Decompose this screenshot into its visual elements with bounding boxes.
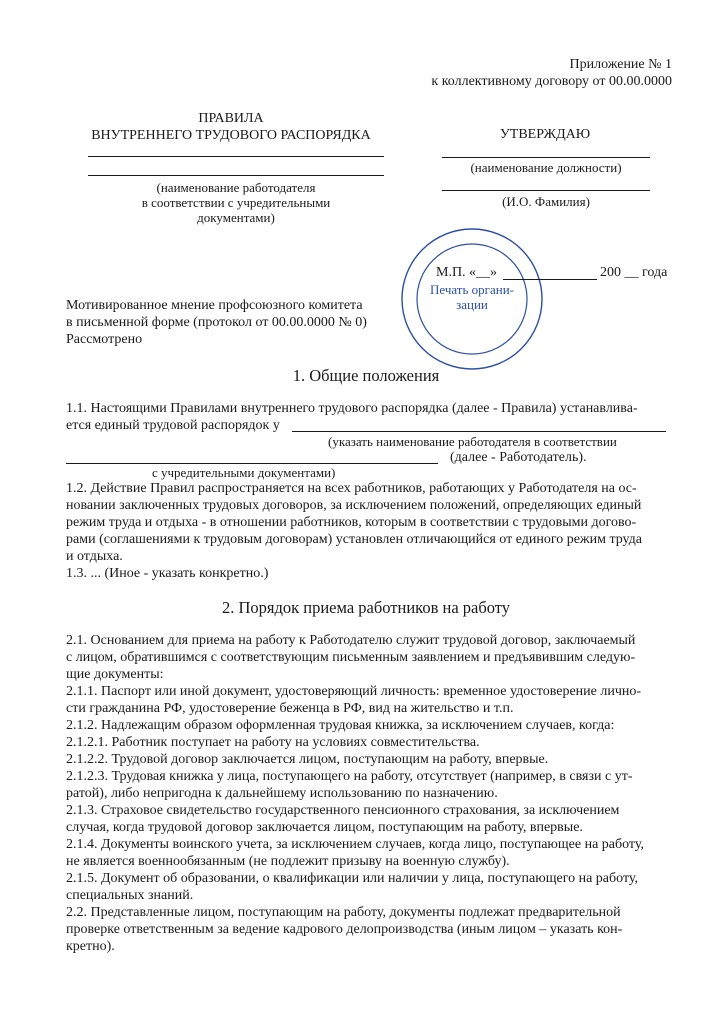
appendix-number: Приложение № 1	[569, 57, 672, 72]
stamp-date-month-line	[503, 279, 597, 280]
section1-p1-3: 1.3. ... (Иное - указать конкретно.)	[66, 566, 269, 581]
section1-p1-2-line: 1.2. Действие Правил распространяется на всех работников, работающих у Работодателя на ос-	[66, 481, 637, 496]
section1-p1-2	[66, 480, 666, 565]
union-opinion-line3: Рассмотрено	[66, 332, 143, 347]
section1-p1-1-line1: 1.1. Настоящими Правилами внутреннего трудового распорядка (далее - Правила) устанавлива-	[66, 401, 638, 416]
section1-p1-2-line: рами (соглашениями к трудовым договорам) установлен отличающийся от единого режим труда	[66, 532, 643, 547]
position-line	[442, 157, 650, 158]
section2-line: 2.2. Представленные лицом, поступающим на работу, документы подлежат предварительной	[66, 905, 621, 920]
section2-line: с лицом, обратившимся с соответствующим письменным заявлением и предъявившим следую-	[66, 650, 636, 665]
section1-p1-2-line: и отдыха.	[66, 549, 123, 564]
section2-line: специальных знаний.	[66, 888, 194, 903]
section1-caption-a: (указать наименование работодателя в соответствии	[328, 434, 617, 449]
stamp-date-prefix: М.П. «__»	[436, 265, 498, 280]
stamp-date-year: 200 __ года	[600, 265, 668, 280]
section2-line: кретно).	[66, 939, 115, 954]
section2-line: проверке ответственным за ведение кадрового делопроизводства (иным лицом – указать кон-	[66, 922, 623, 937]
name-line	[442, 190, 650, 191]
section2-line: 2.1.2.2. Трудовой договор заключается лицом, поступающим на работу, впервые.	[66, 752, 549, 767]
section2-line: 2.1. Основанием для приема на работу к Работодателю служит трудовой договор, заключаемый	[66, 633, 636, 648]
stamp-text-line1: Печать органи-	[429, 282, 514, 297]
section2-line: сти гражданина РФ, удостоверение беженца в РФ, вид на жительство и т.п.	[66, 701, 514, 716]
section1-p1-2-line: новании заключенных трудовых договоров, за исключением положений, определяющих единый	[66, 498, 642, 513]
employer-name-line-1	[88, 156, 384, 157]
section2-line: случая, когда трудовой договор заключается лицом, поступающим на работу, впервые.	[66, 820, 583, 835]
section2-heading: 2. Порядок приема работников на работу	[221, 598, 511, 617]
position-caption: (наименование должности)	[470, 160, 622, 175]
section2-line: 2.1.4. Документы воинского учета, за исключением случаев, когда лицо, поступающее на работу,	[66, 837, 644, 852]
employer-caption-line1: (наименование работодателя	[156, 180, 316, 195]
name-caption: (И.О. Фамилия)	[502, 194, 590, 209]
section2-line: не является военнообязанным (не подлежит призыву на военную службу).	[66, 854, 510, 869]
employer-caption	[96, 180, 376, 225]
section2-body	[66, 632, 666, 955]
section1-p1-2-line: режим труда и отдыха - в отношении работников, которым в соответствии с трудовыми догово-	[66, 515, 637, 530]
union-opinion-line2: в письменной форме (протокол от 00.00.0000 № 0)	[66, 315, 367, 330]
rules-title-line2: ВНУТРЕННЕГО ТРУДОВОГО РАСПОРЯДКА	[91, 128, 371, 143]
section1-caption-b: с учредительными документами)	[152, 465, 336, 480]
appendix-agreement: к коллективному договору от 00.00.0000	[431, 74, 672, 89]
employer-caption-line2: в соответствии с учредительными	[141, 195, 331, 210]
union-opinion	[66, 297, 367, 348]
employer-caption-line3: документами)	[197, 210, 275, 225]
section1-heading: 1. Общие положения	[292, 366, 440, 385]
approve-title: УТВЕРЖДАЮ	[499, 127, 591, 142]
section1-p1-1-tail: (далее - Работодатель).	[450, 450, 587, 465]
employer-name-line-2	[88, 175, 384, 176]
union-opinion-line1: Мотивированное мнение профсоюзного комитета	[66, 298, 363, 313]
section2-line: щие документы:	[66, 667, 164, 682]
section2-line: 2.1.1. Паспорт или иной документ, удостоверяющий личность: временное удостоверение лично-	[66, 684, 642, 699]
stamp-text-line2: зации	[456, 297, 488, 312]
section2-line: 2.1.5. Документ об образовании, о квалификации или наличии у лица, поступающего на работу,	[66, 871, 638, 886]
section2-line: 2.1.2.1. Работник поступает на работу на условиях совместительства.	[66, 735, 480, 750]
rules-title	[66, 110, 396, 144]
section2-line: 2.1.2.3. Трудовая книжка у лица, поступающего на работу, отсутствует (например, в связи с ут-	[66, 769, 633, 784]
section2-line: 2.1.2. Надлежащим образом оформленная трудовая книжка, за исключением случаев, когда:	[66, 718, 615, 733]
rules-title-line1: ПРАВИЛА	[198, 111, 264, 126]
section1-p1-1-line2: ется единый трудовой распорядок у	[66, 418, 280, 433]
section2-line: 2.1.3. Страховое свидетельство государственного пенсионного страхования, за исключением	[66, 803, 620, 818]
employer-fill-line-1	[292, 431, 666, 432]
employer-fill-line-2	[66, 463, 438, 464]
stamp-text	[420, 282, 524, 312]
section2-line: ратой), либо непригодна к дальнейшему использованию по назначению.	[66, 786, 498, 801]
